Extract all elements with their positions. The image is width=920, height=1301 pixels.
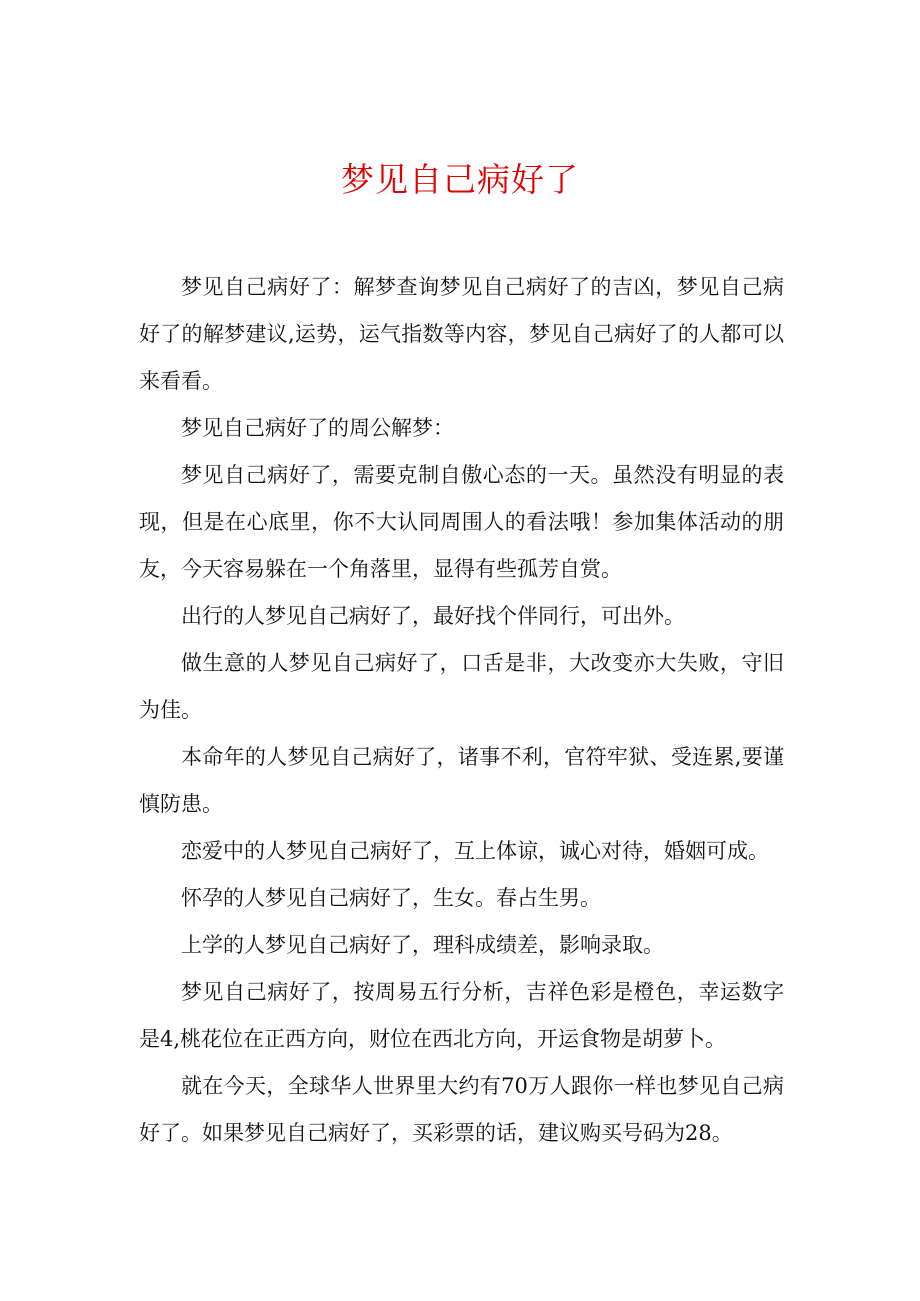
- paragraph-pregnancy: 怀孕的人梦见自己病好了，生女。春占生男。: [181, 886, 601, 910]
- paragraph-zodiac-year: 本命年的人梦见自己病好了，诸事不利，官符牢狱、受连累,要谨慎防患。: [139, 745, 784, 816]
- paragraph-five-elements: 梦见自己病好了，按周易五行分析，吉祥色彩是橙色，幸运数字是4,桃花位在正西方向，财位在西北方向，开运食物是胡萝卜。: [139, 980, 784, 1051]
- paragraph-study: 上学的人梦见自己病好了，理科成绩差，影响录取。: [181, 933, 664, 957]
- document-body: [139, 264, 784, 1157]
- paragraph-intro: 梦见自己病好了：解梦查询梦见自己病好了的吉凶，梦见自己病好了的解梦建议,运势，运气指数等内容，梦见自己病好了的人都可以来看看。: [139, 275, 784, 393]
- paragraph-business: 做生意的人梦见自己病好了，口舌是非，大改变亦大失败，守旧为佳。: [139, 651, 784, 722]
- paragraph-zhougong-heading: 梦见自己病好了的周公解梦：: [181, 416, 454, 440]
- paragraph-love: 恋爱中的人梦见自己病好了，互上体谅，诚心对待，婚姻可成。: [181, 839, 769, 863]
- document-title: 梦见自己病好了: [341, 160, 579, 199]
- paragraph-travel: 出行的人梦见自己病好了，最好找个伴同行，可出外。: [181, 604, 685, 628]
- paragraph-lottery: 就在今天，全球华人世界里大约有70万人跟你一样也梦见自己病好了。如果梦见自己病好了，买彩票的话，建议购买号码为28。: [139, 1074, 784, 1145]
- paragraph-daily-advice: 梦见自己病好了，需要克制自傲心态的一天。虽然没有明显的表现，但是在心底里，你不大认同周围人的看法哦！参加集体活动的朋友，今天容易躲在一个角落里，显得有些孤芳自赏。: [139, 463, 784, 581]
